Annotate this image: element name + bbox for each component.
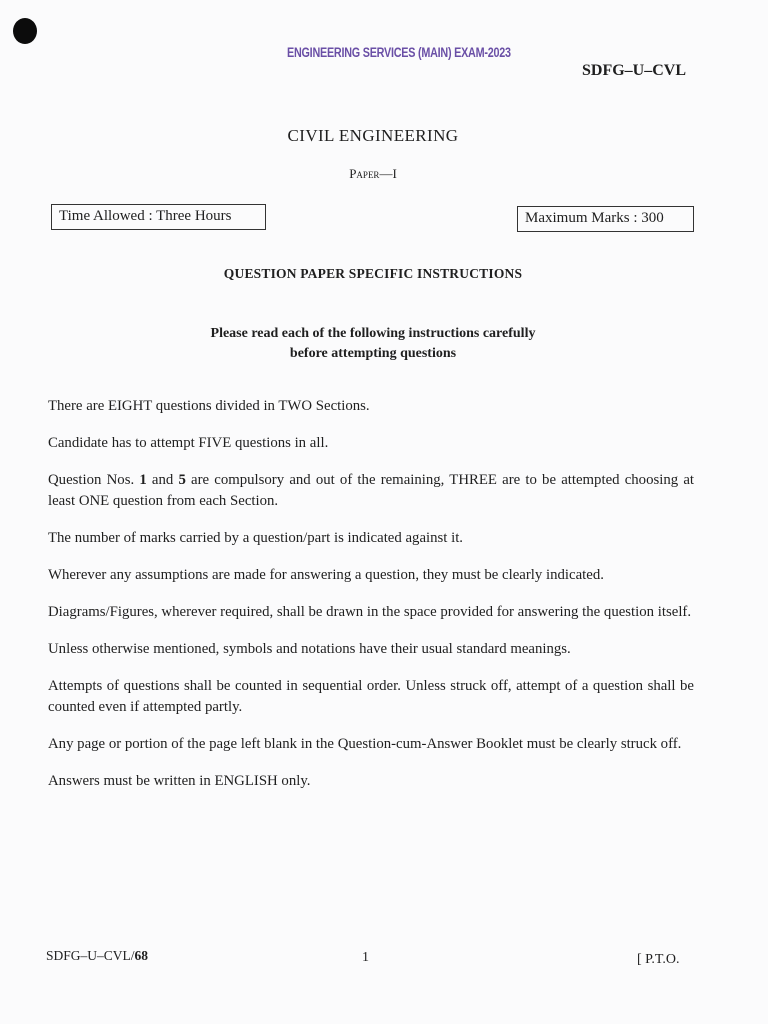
question-number-emphasis: 1 xyxy=(139,472,147,488)
instruction-item: Wherever any assumptions are made for answering a question, they must be clearly indicated. xyxy=(48,567,604,583)
instruction-item: Question Nos. 1 and 5 are compulsory and out of the remaining, THREE are to be attempted choosing at least ONE question from each Section. xyxy=(48,472,694,509)
instruction-item: Answers must be written in ENGLISH only. xyxy=(48,773,311,789)
exam-stamp: ENGINEERING SERVICES (MAIN) EXAM-2023 xyxy=(287,45,511,60)
subject-title: CIVIL ENGINEERING xyxy=(287,126,459,145)
paper-number: Paper—I xyxy=(349,166,397,181)
section-heading: QUESTION PAPER SPECIFIC INSTRUCTIONS xyxy=(223,266,523,281)
page-number: 1 xyxy=(362,950,369,965)
footer-paper-code xyxy=(46,948,148,964)
instruction-item: Attempts of questions shall be counted in sequential order. Unless struck off, attempt of a question shall be counted even if attempted partly. xyxy=(48,678,694,715)
instruction-item: Any page or portion of the page left blank in the Question-cum-Answer Booklet must be clearly struck off. xyxy=(48,736,682,752)
paper-code: SDFG–U–CVL xyxy=(582,62,687,79)
punch-hole xyxy=(13,18,37,44)
read-notice xyxy=(0,324,746,364)
instruction-item: Diagrams/Figures, wherever required, shall be drawn in the space provided for answering the question itself. xyxy=(48,604,692,620)
instruction-item: The number of marks carried by a question/part is indicated against it. xyxy=(48,530,464,546)
instruction-item: There are EIGHT questions divided in TWO Sections. xyxy=(48,398,370,414)
instruction-list xyxy=(48,396,694,792)
time-allowed-box: Time Allowed : Three Hours xyxy=(51,204,266,230)
pto-label: [ P.T.O. xyxy=(637,952,680,967)
instruction-item: Candidate has to attempt FIVE questions in all. xyxy=(48,435,329,451)
max-marks-box: Maximum Marks : 300 xyxy=(517,206,694,232)
question-number-emphasis: 5 xyxy=(178,472,186,488)
footer-code-number: 68 xyxy=(134,948,149,963)
instruction-item: Unless otherwise mentioned, symbols and notations have their usual standard meanings. xyxy=(48,641,571,657)
footer-code-prefix: SDFG–U–CVL/ xyxy=(46,948,135,963)
read-notice-line1: Please read each of the following instructions carefully xyxy=(210,326,536,341)
read-notice-line2: before attempting questions xyxy=(289,346,457,361)
